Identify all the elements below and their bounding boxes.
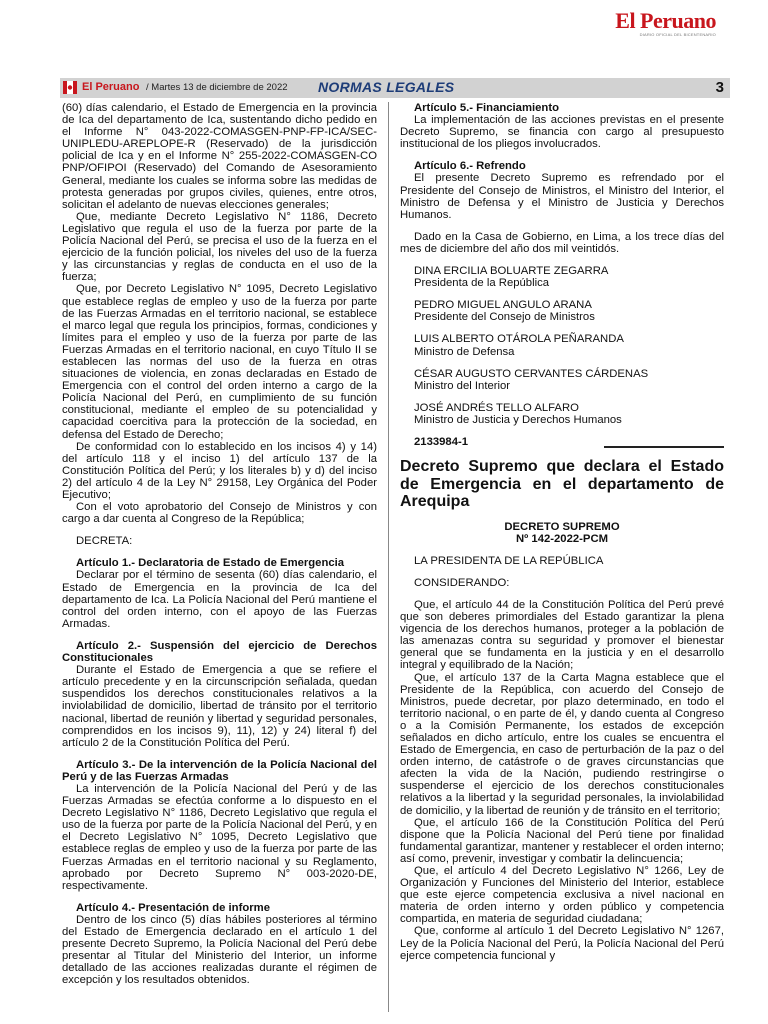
signatory-role: Ministro de Defensa (414, 345, 515, 358)
article-1-text: Declarar por el término de sesenta (60) días calendario, el Estado de Emergencia en la provincia de Ica del departamento de Ica. La Policía Nacional del Perú mantiene el control del orden interno, con el apoyo de las Fuerzas Armadas. (62, 569, 377, 630)
article-6-title: Artículo 6.- Refrendo (414, 160, 526, 173)
signatory-name: LUIS ALBERTO OTÁROLA PEÑARANDA (414, 333, 624, 346)
paragraph: Que, el artículo 137 de la Carta Magna establece que el Presidente de la República, con acuerdo del Consejo de Ministros, puede decretar, por plazo determinado, en todo el territorio nacional, o en parte de él, y dando cuenta al Congreso o a la Comisión Permanente, los estados de excepción señalados en dicho artículo, entre los cuales se encuentra el Estado de Emergencia, en caso de perturbación de la paz o del orden interno, de catástrofe o de graves circunstancias que afecten la vida de la Nación, pudiendo restringirse o suspenderse el ejercicio de los derechos constitucionales relativos a la libertad y la seguridad personales, la inviolabilidad de domicilio, y la libertad de reunión y de tránsito en el territorio; (400, 671, 724, 817)
paragraph: Que, conforme al artículo 1 del Decreto Legislativo N° 1267, Ley de la Policía Nacional del Perú, la Policía Nacional del Perú ejerce competencia funcional y (400, 925, 724, 962)
left-column (62, 102, 377, 986)
paragraph: Que, el artículo 166 de la Constitución Política del Perú dispone que la Policía Nacional del Perú tiene por finalidad fundamental garantizar, mantener y restablecer el orden interno; así como, prevenir, investigar y combatir la delincuencia; (400, 816, 724, 865)
signatory-name: CÉSAR AUGUSTO CERVANTES CÁRDENAS (414, 367, 649, 380)
issue-date: / Martes 13 de diciembre de 2022 (146, 82, 288, 93)
article-5-title: Artículo 5.- Financiamiento (414, 102, 559, 114)
signatures (400, 265, 724, 426)
publication-code: 2133984-1 (414, 435, 469, 448)
decree-label: DECRETO SUPREMO (504, 520, 620, 533)
article-2-title: Artículo 2.- Suspensión del ejercicio de Derechos Constitucionales (62, 639, 377, 665)
paragraph: Que, por Decreto Legislativo N° 1095, Decreto Legislativo que establece reglas de empleo y uso de la fuerza por parte de las Fuerzas Armadas en el territorio nacional, se establece el marco legal que regula los principios, formas, condiciones y límites para el empleo y uso de la fuerza por parte de las Fuerzas Armadas en el territorio nacional, en cuyo Título II se establecen las normas del uso de la fuerza en otras situaciones de violencia, en zonas declaradas en Estado de Emergencia con el control del orden interno a cargo de la Policía Nacional del Perú, en cumplimiento de su función constitucional, mediante el empleo de su potencialidad y capacidad coercitiva para la protección de la sociedad, en defensa del Estado de Derecho; (62, 283, 377, 441)
article-6-text: El presente Decreto Supremo es refrendado por el Presidente del Consejo de Ministros, el Ministro del Interior, el Ministro de Defensa y el Ministro de Justicia y Derechos Humanos. (400, 172, 724, 221)
signatory-role: Ministro del Interior (414, 379, 511, 392)
article-3-title: Artículo 3.- De la intervención de la Policía Nacional del Perú y de las Fuerzas Armadas (62, 758, 377, 783)
bar-brand: El Peruano (82, 81, 140, 93)
decree-number: Nº 142-2022-PCM (515, 532, 609, 545)
column-divider (388, 102, 389, 1012)
article-2-text: Durante el Estado de Emergencia a que se refiere el artículo precedente y en la circunscripción señalada, quedan suspendidos los derechos constitucionales relativos a la inviolabilidad de domicilio, libertad de tránsito por el territorio nacional, libertad de reunión y libertad y seguridad personales, comprendidos en los incisos 9), 11), 12) y 24) literal f) del artículo 2 de la Constitución Política del Perú. (62, 664, 377, 749)
section-title: NORMAS LEGALES (318, 79, 455, 95)
paragraph: Con el voto aprobatorio del Consejo de Ministros y con cargo a dar cuenta al Congreso de la República; (62, 501, 377, 526)
article-5-text: La implementación de las acciones previstas en el presente Decreto Supremo, se financia con cargo al presupuesto institucional de los pliegos involucrados. (400, 114, 724, 151)
decreta-heading: DECRETA: (76, 535, 133, 548)
paragraph: De conformidad con lo establecido en los incisos 4) y 14) del artículo 118 y el inciso 1) del artículo 137 de la Constitución Política del Perú; y los literales b) y d) del inciso 2) del artículo 4 de la Ley N° 29158, Ley Orgánica del Poder Ejecutivo; (62, 440, 377, 501)
signatory-role: Presidente del Consejo de Ministros (414, 311, 595, 324)
considerando-heading: CONSIDERANDO: (414, 576, 510, 589)
article-3-text: La intervención de la Policía Nacional del Perú y de las Fuerzas Armadas se efectúa conforme a lo dispuesto en el Decreto Legislativo N° 1186, Decreto Legislativo que regula el uso de la fuerza por parte de la Policía Nacional del Perú, y en el Decreto Legislativo N° 1095, Decreto Legislativo que establece reglas de empleo y uso de la fuerza por parte de las Fuerzas Armadas en el territorio nacional y su Reglamento, aprobado por Decreto Supremo N° 003-2020-DE, respectivamente. (62, 782, 377, 892)
article-1-title: Artículo 1.- Declaratoria de Estado de Emergencia (76, 557, 345, 570)
article-4-title: Artículo 4.- Presentación de informe (76, 901, 270, 914)
paragraph: (60) días calendario, el Estado de Emergencia en la provincia de Ica del departamento de Ica, sustentando dicho pedido en el Informe N° 043-2022-COMASGEN-PNP-FP-ICA/SEC-UNIPLEDU-AREPLOPE-R (Reservado) de la jurisdicción policial de Ica y en el Informe N° 255-2022-COMASGEN-CO PNP/OFIPOI (Reservado) del Comando de Asesoramiento General, mediante los cuales se informa sobre las medidas de protesta generadas por grupos civiles, quienes, entre otros, solicitan el adelanto de nuevas elecciones generales; (62, 102, 377, 211)
masthead (0, 0, 768, 80)
coat-of-arms-icon (62, 80, 78, 95)
brand-tagline: DIARIO OFICIAL DEL BICENTENARIO (639, 32, 716, 37)
presidenta-line: LA PRESIDENTA DE LA REPÚBLICA (414, 554, 604, 567)
decree-title: Decreto Supremo que declara el Estado de Emergencia en el departamento de Arequipa (400, 458, 724, 511)
dado-paragraph: Dado en la Casa de Gobierno, en Lima, a los trece días del mes de diciembre del año dos mil veintidós. (400, 230, 724, 255)
signatory-name: PEDRO MIGUEL ANGULO ARANA (414, 299, 592, 312)
paragraph: Que, el artículo 4 del Decreto Legislativo N° 1266, Ley de Organización y Funciones del Ministerio del Interior, establece que este ejerce competencia exclusiva a nivel nacional en materia de orden interno y orden público y competencia compartida, en materia de seguridad ciudadana; (400, 865, 724, 926)
paragraph: Que, el artículo 44 de la Constitución Política del Perú prevé que son deberes primordiales del Estado garantizar la plena vigencia de los derechos humanos, proteger a la población de las amenazas contra su seguridad y promover el bienestar general que se fundamenta en la justicia y en el desarrollo integral y equilibrado de la Nación; (400, 598, 724, 672)
signatory-name: DINA ERCILIA BOLUARTE ZEGARRA (414, 265, 609, 278)
signatory-role: Ministro de Justicia y Derechos Humanos (414, 413, 622, 426)
header-bar (60, 78, 730, 98)
page-number: 3 (715, 79, 724, 96)
signatory-name: JOSÉ ANDRÉS TELLO ALFARO (414, 401, 579, 414)
paragraph: Que, mediante Decreto Legislativo N° 1186, Decreto Legislativo que regula el uso de la fuerza por parte de la Policía Nacional del Perú, se precisa el uso de la fuerza en el ejercicio de la función policial, los niveles del uso de la fuerza y las circunstancias y reglas de conducta en el uso de la fuerza; (62, 210, 377, 284)
brand-logo: El Peruano (615, 8, 716, 33)
signatory-role: Presidenta de la República (414, 277, 550, 290)
article-4-text: Dentro de los cinco (5) días hábiles posteriores al término del Estado de Emergencia declarado en el artículo 1 del presente Decreto Supremo, la Policía Nacional del Perú debe presentar al Titular del Ministerio del Interior, un informe detallado de las acciones realizadas durante el régimen de excepción y los resultados obtenidos. (62, 913, 377, 987)
right-column (400, 102, 724, 962)
